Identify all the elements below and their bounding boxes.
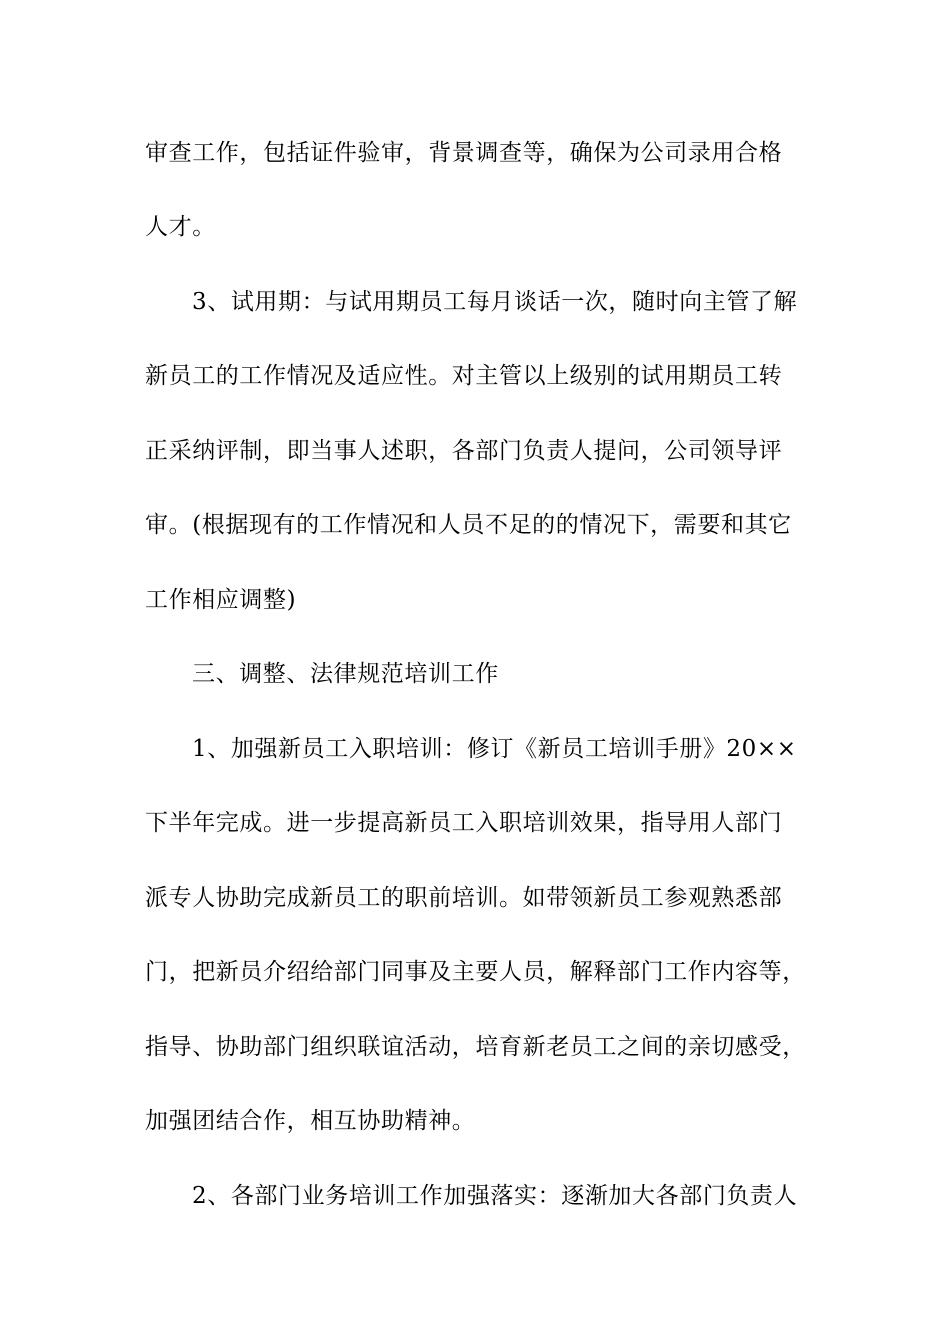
paragraph-line: 加强团结合作，相互协助精神。	[145, 1108, 476, 1134]
paragraph-line: 3、试用期：与试用期员工每月谈话一次，随时向主管了解	[192, 289, 798, 315]
paragraph-line: 新员工的工作情况及适应性。对主管以上级别的试用期员工转	[145, 363, 783, 389]
paragraph-line: 指导、协助部门组织联谊活动，培育新老员工之间的亲切感受，	[145, 1034, 806, 1060]
paragraph-line: 派专人协助完成新员工的职前培训。如带领新员工参观熟悉部	[145, 885, 783, 911]
paragraph-line: 1、加强新员工入职培训：修订《新员工培训手册》20××	[192, 736, 797, 762]
paragraph-line: 门，把新员介绍给部门同事及主要人员，解释部门工作内容等，	[145, 959, 806, 985]
paragraph-line: 工作相应调整)	[145, 587, 297, 613]
paragraph-line: 下半年完成。进一步提高新员工入职培训效果，指导用人部门	[145, 810, 783, 836]
section-heading: 三、调整、法律规范培训工作	[192, 661, 499, 687]
paragraph-line: 2、各部门业务培训工作加强落实：逐渐加大各部门负责人	[192, 1183, 798, 1209]
paragraph-line: 正采纳评制，即当事人述职，各部门负责人提问，公司领导评	[145, 438, 783, 464]
paragraph-line: 人才。	[145, 214, 216, 240]
paragraph-line: 审。(根据现有的工作情况和人员不足的的情况下，需要和其它	[145, 512, 792, 538]
paragraph-line: 审查工作，包括证件验审，背景调查等，确保为公司录用合格	[145, 140, 783, 166]
